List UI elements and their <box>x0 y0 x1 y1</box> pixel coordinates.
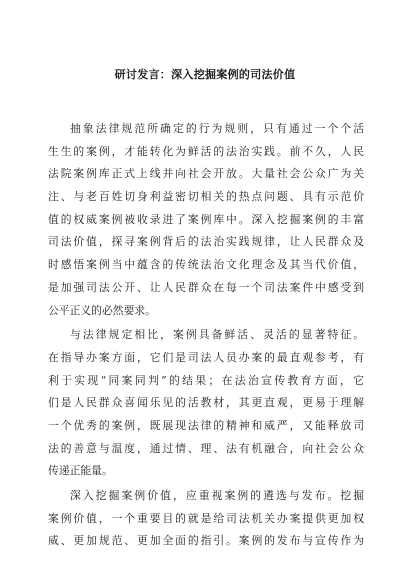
paragraph-line: 威、更加规范、更加全面的指引。案例的发布与宣传作为 <box>48 534 364 548</box>
paragraph-line: 一个优秀的案例，既展现法律的精神和威严，又能释放司 <box>48 418 364 432</box>
paragraph-line: 在指导办案方面，它们是司法人员办案的最直观参考，有 <box>48 350 364 364</box>
paragraph-line: 公平正义的必然要求。 <box>48 303 156 317</box>
paragraph-line: 们是人民群众喜闻乐见的活教材，其更直观，更易于理解 <box>48 396 364 410</box>
paragraph-line: 传递正能量。 <box>48 464 113 478</box>
paragraph-line: 司法价值，探寻案例背后的法治实践规律，让人民群众及 <box>48 235 364 249</box>
paragraph-line: 案例价值，一个重要目的就是给司法机关办案提供更加权 <box>48 511 364 525</box>
paragraph-line: 抽象法律规范所确定的行为规则，只有通过一个个活 <box>70 122 364 135</box>
paragraph-line: 深入挖掘案例价值，应重视案例的遴选与发布。挖掘 <box>70 489 364 502</box>
paragraph-line: 时感悟案例当中蕴含的传统法治文化理念及其当代价值， <box>48 258 364 272</box>
document-body <box>48 118 364 555</box>
paragraph-line: 法院案例库正式上线并向社会开放。大量社会公众广为关 <box>48 167 364 181</box>
paragraph-line: 与法律规定相比，案例具备鲜活、灵活的显著特征。 <box>70 328 364 342</box>
paragraph-line: 注、与老百姓切身利益密切相关的热点问题、具有示范价 <box>48 190 364 204</box>
paragraph-line: 利于实现“同案同判”的结果；在法治宣传教育方面，它 <box>48 373 364 387</box>
paragraph-2 <box>48 324 364 483</box>
paragraph-line: 值的权威案例被收录进了案例库中。深入挖掘案例的丰富 <box>48 212 364 226</box>
paragraph-line: 生生的案例，才能转化为鲜活的法治实践。前不久，人民 <box>48 144 364 158</box>
paragraph-line: 是加强司法公开、让人民群众在每一个司法案件中感受到 <box>48 280 364 294</box>
paragraph-1 <box>48 118 364 322</box>
paragraph-3 <box>48 485 364 553</box>
document-title: 研讨发言：深入挖掘案例的司法价值 <box>114 68 296 81</box>
paragraph-line: 法的善意与温度，通过情、理、法有机融合，向社会公众 <box>48 441 364 455</box>
